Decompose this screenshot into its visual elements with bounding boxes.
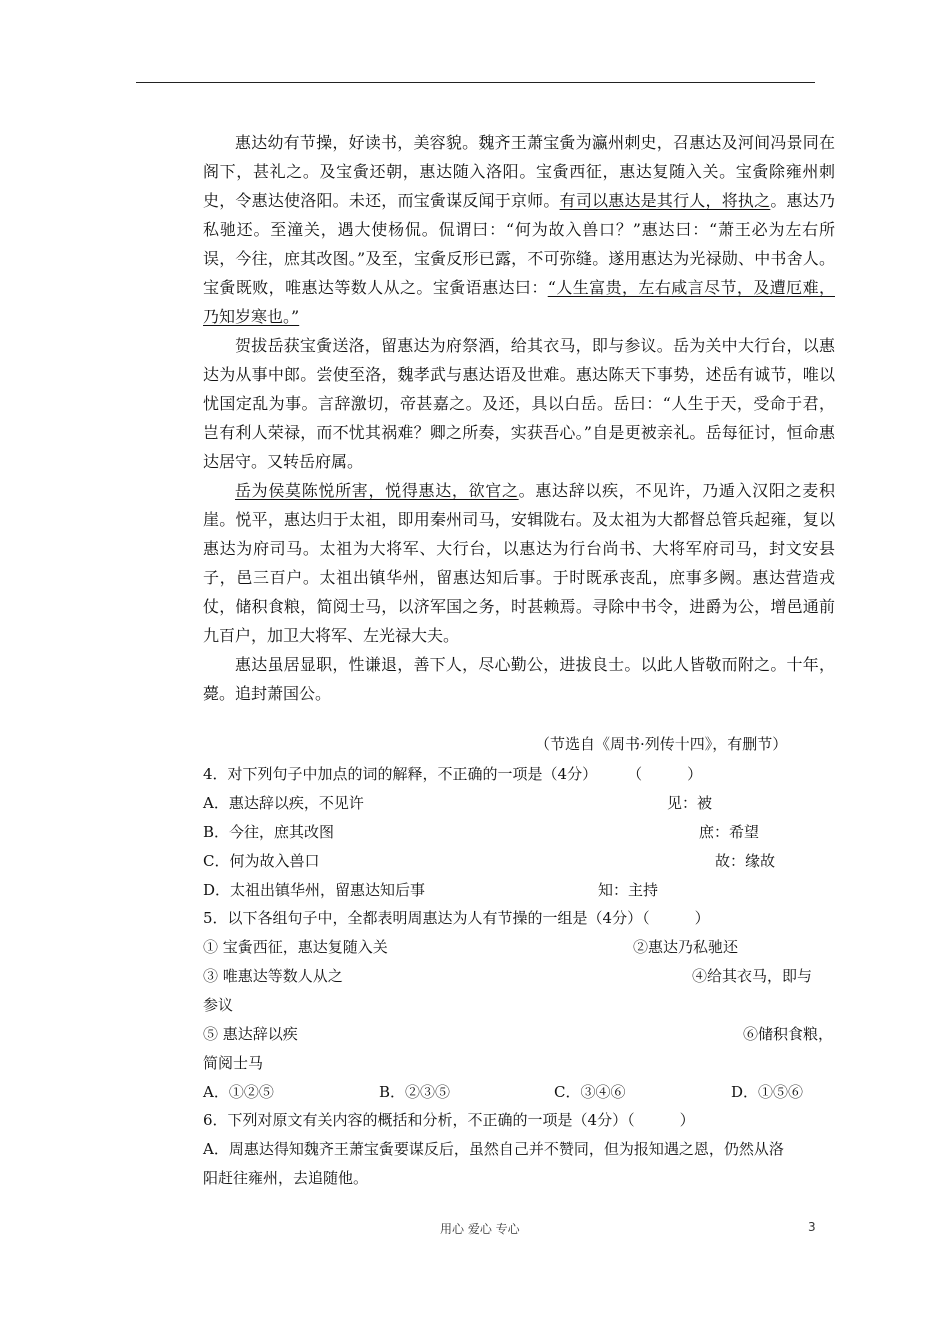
q4-option-c: C．何为故入兽口 <box>203 852 320 870</box>
q5-item-3: ③ 唯惠达等数人从之 <box>203 967 343 985</box>
q5-item-4: ④给其衣马，即与 <box>692 967 813 985</box>
underlined-sentence-2: “人生富贵，左右咸言尽节，及遭厄难，乃知岁寒也。” <box>203 278 835 326</box>
q4-stem: 4．对下列句子中加点的词的解释，不正确的一项是（4分） （ ） <box>203 765 703 783</box>
page-number: 3 <box>808 1220 816 1234</box>
q5-item-6: ⑥储积食粮， <box>743 1025 834 1043</box>
q6-option-a-cont: 阳赶往雍州，去追随他。 <box>203 1169 369 1187</box>
q5-stem: 5．以下各组句子中，全都表明周惠达为人有节操的一组是（4分）（ ） <box>203 909 710 927</box>
q5-choice-b: B．②③⑤ <box>379 1083 451 1101</box>
q4-option-b: B．今往，庶其改图 <box>203 823 335 841</box>
q5-choice-a: A．①②⑤ <box>203 1083 274 1101</box>
page-footer: 用心 爱心 专心 <box>440 1222 520 1236</box>
q6-option-a: A．周惠达得知魏齐王萧宝夤要谋反后，虽然自己并不赞同，但为报知遇之恩，仍然从洛 <box>203 1140 784 1158</box>
source-citation: （节选自《周书·列传十四》，有删节） <box>535 735 788 753</box>
paragraph-3: 岳为侯莫陈悦所害，悦得惠达，欲官之。惠达辞以疾，不见许，乃遁入汉阳之麦积崖。悦平，惠达归于太祖，即用秦州司马，安辑陇右。及太祖为大都督总管兵起雍，复以惠达为府司马。太祖为大将军、大行台，以惠达为行台尚书、大将军府司马，封文安县子，邑三百户。太祖出镇华州，留惠达知后事。于时既承丧乱，庶事多阙。惠达营造戎仗，储积食粮，简阅士马，以济军国之务，时甚赖焉。寻除中书令，进爵为公，增邑通前九百户，加卫大将军、左光禄大夫。 <box>203 481 835 645</box>
underlined-sentence-1: 有司以惠达是其行人，将执之 <box>559 191 771 210</box>
q4-option-d: D．太祖出镇华州，留惠达知后事 <box>203 881 426 899</box>
q5-item-5: ⑤ 惠达辞以疾 <box>203 1025 298 1043</box>
header-rule <box>136 82 815 83</box>
q4-option-b-gloss: 庶：希望 <box>699 823 760 841</box>
reading-passage <box>203 128 835 708</box>
q5-item-2: ②惠达乃私驰还 <box>633 938 739 956</box>
q5-item-4-cont: 参议 <box>203 996 234 1014</box>
paragraph-4: 惠达虽居显职，性谦退，善下人，尽心勤公，进拔良士。以此人皆敬而附之。十年，薨。追封萧国公。 <box>203 655 835 703</box>
paragraph-1: 惠达幼有节操，好读书，美容貌。魏齐王萧宝夤为瀛州刺史，召惠达及河间冯景同在阁下，甚礼之。及宝夤还朝，惠达随入洛阳。宝夤西征，惠达复随入关。宝夤除雍州刺史，令惠达使洛阳。未还，而宝夤谋反闻于京师。有司以惠达是其行人，将执之。惠达乃私驰还。至潼关，遇大使杨侃。侃谓曰：“何为故入兽口？”惠达曰：“萧王必为左右所误，今往，庶其改图。”及至，宝夤反形已露，不可弥缝。遂用惠达为光禄勋、中书舍人。宝夤既败，唯惠达等数人从之。宝夤语惠达曰：“人生富贵，左右咸言尽节，及遭厄难，乃知岁寒也。” <box>203 133 835 326</box>
q5-choice-c: C．③④⑥ <box>554 1083 626 1101</box>
underlined-sentence-3: 岳为侯莫陈悦所害，悦得惠达，欲官之 <box>235 481 519 500</box>
q4-option-a-gloss: 见：被 <box>667 794 713 812</box>
q5-item-1: ① 宝夤西征，惠达复随入关 <box>203 938 388 956</box>
q6-stem: 6．下列对原文有关内容的概括和分析，不正确的一项是（4分）（ ） <box>203 1111 695 1129</box>
q4-option-a: A．惠达辞以疾，不见许 <box>203 794 364 812</box>
q5-item-6-cont: 简阅士马 <box>203 1054 264 1072</box>
q4-option-c-gloss: 故：缘故 <box>715 852 776 870</box>
q5-choice-d: D．①⑤⑥ <box>731 1083 804 1101</box>
q4-option-d-gloss: 知：主持 <box>598 881 659 899</box>
paragraph-2: 贺拔岳获宝夤送洛，留惠达为府祭酒，给其衣马，即与参议。岳为关中大行台，以惠达为从事中郎。尝使至洛，魏孝武与惠达语及世难。惠达陈天下事势，述岳有诚节，唯以忧国定乱为事。言辞激切，帝甚嘉之。及还，具以白岳。岳曰：“人生于天，受命于君，岂有利人荣禄，而不忧其祸难？卿之所奏，实获吾心。”自是更被亲礼。岳每征讨，恒命惠达居守。又转岳府属。 <box>203 336 835 471</box>
